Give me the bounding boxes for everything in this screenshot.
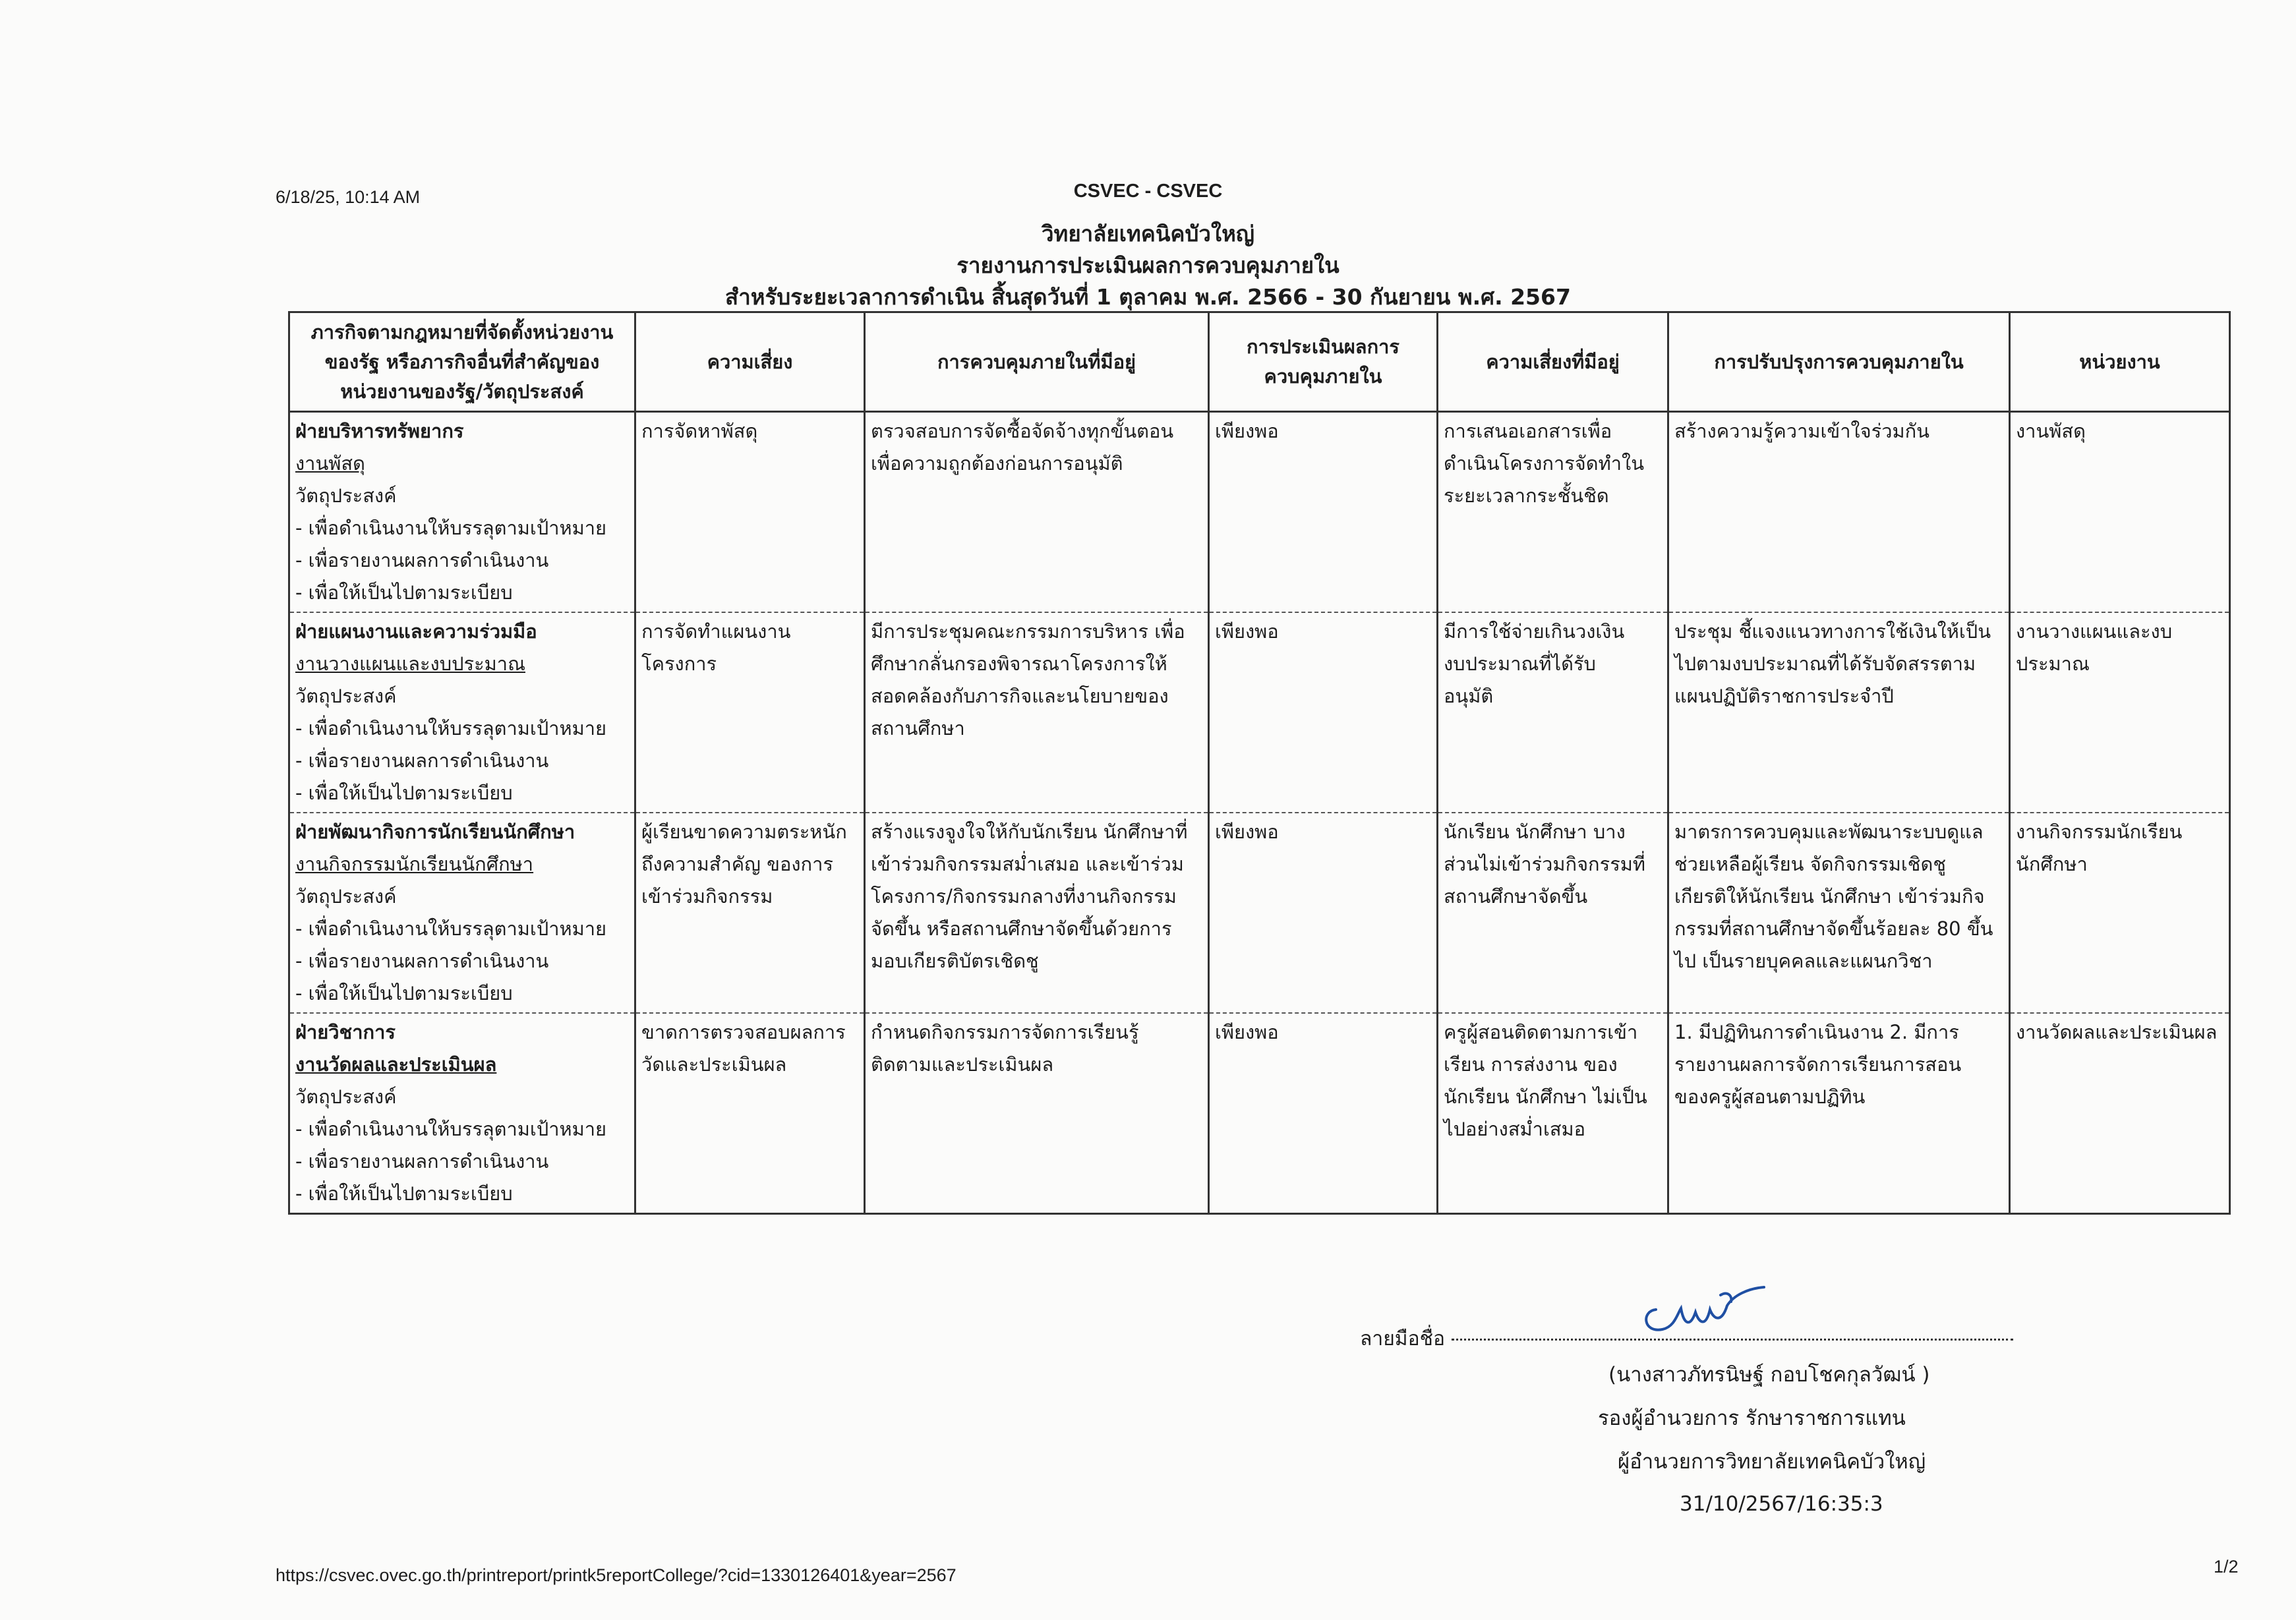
unit-cell: งานวางแผนและงบ ประมาณ — [2010, 612, 2230, 813]
existing-control-cell: ตรวจสอบการจัดซื้อจัดจ้างทุกขั้นตอน เพื่อความถูกต้องก่อนการอนุมัติ — [865, 412, 1209, 613]
report-title: รายงานการประเมินผลการควบคุมภายใน — [957, 252, 1339, 278]
signer-name: (นางสาวภัทรนิษฐ์ กอบโชคกุลวัฒน์ ) — [1608, 1363, 1930, 1387]
header-existing-control: การควบคุมภายในที่มีอยู่ — [865, 312, 1209, 412]
footer-url: https://csvec.ovec.go.th/printreport/printk5reportCollege/?cid=1330126401&year=2567 — [276, 1565, 957, 1585]
remaining-risk-cell: มีการใช้จ่ายเกินวงเงิน งบประมาณที่ได้รับ อนุมัติ — [1438, 612, 1668, 813]
mission-cell: ฝ่ายพัฒนากิจการนักเรียนนักศึกษา งานกิจกรรมนักเรียนนักศึกษา วัตถุประสงค์ - เพื่อดำเนินงานให้บรรลุตามเป้าหมาย - เพื่อรายงานผลการดำเนินงาน - เพื่อให้เป็นไปตามระเบียบ — [289, 813, 635, 1013]
signature-label: ลายมือชื่อ — [1360, 1327, 1445, 1350]
evaluation-cell: เพียงพอ — [1209, 813, 1438, 1013]
improvement-cell: มาตรการควบคุมและพัฒนาระบบดูแล ช่วยเหลือผู้เรียน จัดกิจกรรมเชิดชู เกียรติให้นักเรียน นักศึกษา เข้าร่วมกิจ กรรมที่สถานศึกษาจัดขึ้นร้อยละ 80 ขึ้น ไป เป็นรายบุคคลและแผนกวิชา — [1668, 813, 2010, 1013]
unit-cell: งานวัดผลและประเมินผล — [2010, 1013, 2230, 1214]
existing-control-cell: มีการประชุมคณะกรรมการบริหาร เพื่อ ศึกษากลั่นกรองพิจารณาโครงการให้ สอดคล้องกับภารกิจและนโยบายของ สถานศึกษา — [865, 612, 1209, 813]
risk-cell: ขาดการตรวจสอบผลการ วัดและประเมินผล — [635, 1013, 865, 1214]
risk-cell: ผู้เรียนขาดความตระหนัก ถึงความสำคัญ ของการ เข้าร่วมกิจกรรม — [635, 813, 865, 1013]
report-period: สำหรับระยะเวลาการดำเนิน สิ้นสุดวันที่ 1 ตุลาคม พ.ศ. 2566 - 30 กันยายน พ.ศ. 2567 — [725, 284, 1571, 310]
header-mission: ภารกิจตามกฎหมายที่จัดตั้งหน่วยงาน ของรัฐ หรือภารกิจอื่นที่สำคัญของ หน่วยงานของรัฐ/วัตถุประสงค์ — [289, 312, 635, 412]
risk-cell: การจัดหาพัสดุ — [635, 412, 865, 613]
mission-cell: ฝ่ายบริหารทรัพยากร งานพัสดุ วัตถุประสงค์ - เพื่อดำเนินงานให้บรรลุตามเป้าหมาย - เพื่อรายงานผลการดำเนินงาน - เพื่อให้เป็นไปตามระเบียบ — [289, 412, 635, 613]
improvement-cell: สร้างความรู้ความเข้าใจร่วมกัน — [1668, 412, 2010, 613]
print-timestamp: 6/18/25, 10:14 AM — [276, 187, 421, 207]
college-name: วิทยาลัยเทคนิคบัวใหญ่ — [1042, 221, 1254, 246]
table-row — [289, 1013, 2230, 1214]
evaluation-cell: เพียงพอ — [1209, 1013, 1438, 1214]
mission-cell: ฝ่ายแผนงานและความร่วมมือ งานวางแผนและงบประมาณ วัตถุประสงค์ - เพื่อดำเนินงานให้บรรลุตามเป้าหมาย - เพื่อรายงานผลการดำเนินงาน - เพื่อให้เป็นไปตามระเบียบ — [289, 612, 635, 813]
remaining-risk-cell: นักเรียน นักศึกษา บาง ส่วนไม่เข้าร่วมกิจกรรมที่ สถานศึกษาจัดขึ้น — [1438, 813, 1668, 1013]
table-header-row — [289, 312, 2230, 412]
remaining-risk-cell: ครูผู้สอนติดตามการเข้า เรียน การส่งงาน ของ นักเรียน นักศึกษา ไม่เป็น ไปอย่างสม่ำเสมอ — [1438, 1013, 1668, 1214]
existing-control-cell: สร้างแรงจูงใจให้กับนักเรียน นักศึกษาที่ เข้าร่วมกิจกรรมสม่ำเสมอ และเข้าร่วม โครงการ/กิจกรรมกลางที่งานกิจกรรม จัดขึ้น หรือสถานศึกษาจัดขึ้นด้วยการ มอบเกียรติบัตรเชิดชู — [865, 813, 1209, 1013]
table-row — [289, 813, 2230, 1013]
mission-cell: ฝ่ายวิชาการ งานวัดผลและประเมินผล วัตถุประสงค์ - เพื่อดำเนินงานให้บรรลุตามเป้าหมาย - เพื่อรายงานผลการดำเนินงาน - เพื่อให้เป็นไปตามระเบียบ — [289, 1013, 635, 1214]
evaluation-cell: เพียงพอ — [1209, 412, 1438, 613]
improvement-cell: 1. มีปฏิทินการดำเนินงาน 2. มีการ รายงานผลการจัดการเรียนการสอน ของครูผู้สอนตามปฏิทิน — [1668, 1013, 2010, 1214]
header-remaining-risk: ความเสี่ยงที่มีอยู่ — [1438, 312, 1668, 412]
table-row — [289, 612, 2230, 813]
table-row — [289, 412, 2230, 613]
site-title: CSVEC - CSVEC — [1073, 181, 1223, 202]
risk-cell: การจัดทำแผนงาน โครงการ — [635, 612, 865, 813]
page-number: 1/2 — [2214, 1557, 2239, 1577]
handwritten-signature — [1635, 1269, 1780, 1341]
signer-position-2: ผู้อำนวยการวิทยาลัยเทคนิคบัวใหญ่ — [1618, 1450, 1926, 1474]
unit-cell: งานพัสดุ — [2010, 412, 2230, 613]
signature-datetime: 31/10/2567/16:35:3 — [1680, 1492, 1883, 1516]
improvement-cell: ประชุม ชี้แจงแนวทางการใช้เงินให้เป็น ไปตามงบประมาณที่ได้รับจัดสรรตาม แผนปฏิบัติราชการประจำปี — [1668, 612, 2010, 813]
existing-control-cell: กำหนดกิจกรรมการจัดการเรียนรู้ ติดตามและประเมินผล — [865, 1013, 1209, 1214]
header-unit: หน่วยงาน — [2010, 312, 2230, 412]
signer-position-1: รองผู้อำนวยการ รักษาราชการแทน — [1598, 1406, 1906, 1430]
header-improvement: การปรับปรุงการควบคุมภายใน — [1668, 312, 2010, 412]
header-evaluation: การประเมินผลการ ควบคุมภายใน — [1209, 312, 1438, 412]
internal-control-table — [288, 311, 2231, 1215]
evaluation-cell: เพียงพอ — [1209, 612, 1438, 813]
header-risk: ความเสี่ยง — [635, 312, 865, 412]
remaining-risk-cell: การเสนอเอกสารเพื่อ ดำเนินโครงการจัดทำใน ระยะเวลากระชั้นชิด — [1438, 412, 1668, 613]
unit-cell: งานกิจกรรมนักเรียน นักศึกษา — [2010, 813, 2230, 1013]
